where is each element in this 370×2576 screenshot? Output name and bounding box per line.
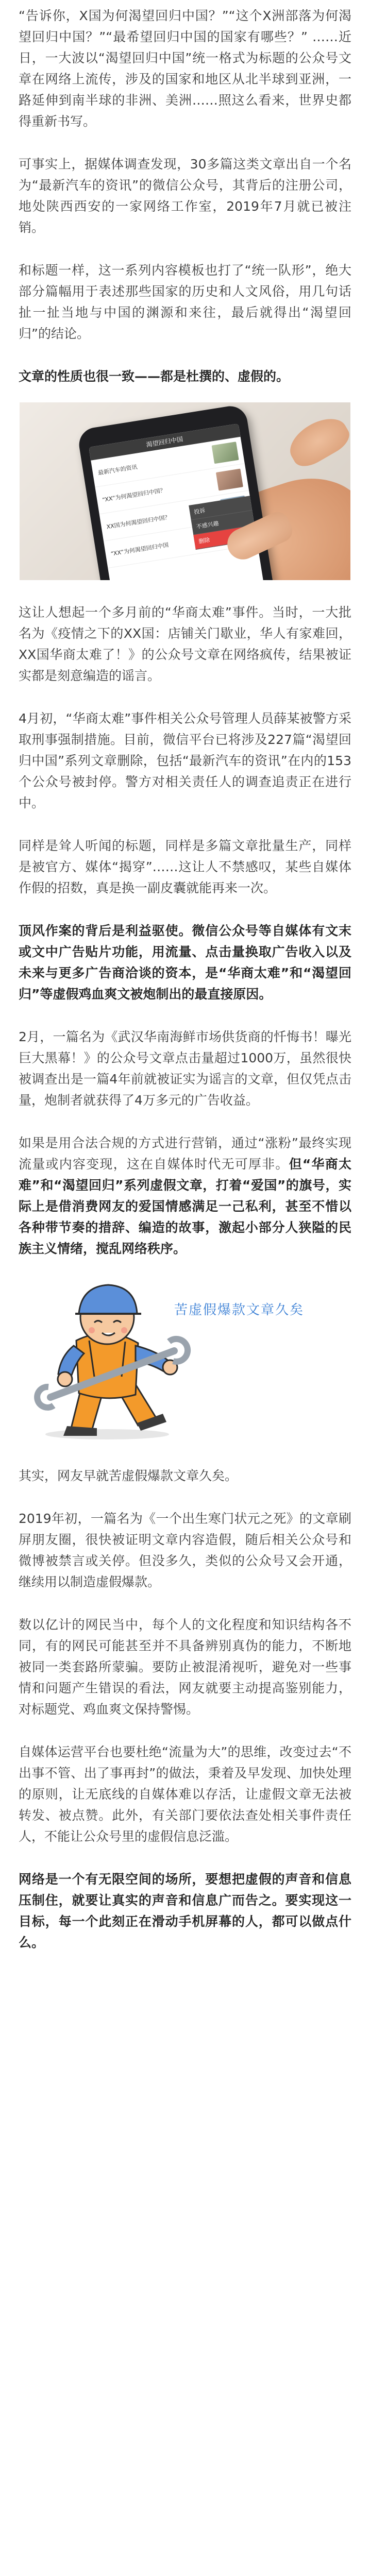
list-item: “XX”为何渴望回归中国？ [95, 464, 249, 514]
cartoon-illustration [20, 1274, 350, 1444]
phone-photo [20, 402, 350, 580]
paragraph-police-action: 4月初，“华商太难”事件相关公众号管理人员薛某被警方采取刑事强制措施。目前，微信平台已将涉及227篇“渴望回归中国”系列文章删除，包括“最新汽车的资讯”在内的153个公众号被封停。警方对相关责任人的调查追责正在进行中。 [19, 711, 351, 810]
paragraph-profit-motive: 顶风作案的背后是利益驱使。微信公众号等自媒体有文末或文中广告贴片功能，用流量、点击量换取广告收入以及未来与更多广告商洽谈的资本，是“华商太难”和“渴望回归”等虚假鸡血爽文被炮制出的最直接原因。 [19, 923, 351, 1002]
cartoon-caption: 苦虚假爆款文章久矣 [174, 1302, 305, 1318]
paragraph-netizen-literacy: 数以亿计的网民当中，每个人的文化程度和知识结构各不同，有的网民可能甚至并不具备辨别真伪的能力，不断地被同一类套路所蒙骗。要防止被混淆视听，避免对一些事情和问题产生错误的看法，网友就要主动提高鉴别能力，对标题党、鸡血爽文保持警惕。 [19, 1617, 351, 1717]
paragraph-patriotism-abuse: 但“华商太难”和“渴望回归”系列虚假文章，打着“爱国”的旗号，实际上是借消费网友的爱国情感满足一己私利，甚至不惜以各种带节奏的措辞、编造的故事，激起小部分人狭隘的民族主义情绪，搅乱网络秩序。 [19, 1157, 351, 1256]
paragraph-same-tricks: 同样是耸人听闻的标题，同样是多篇文章批量生产，同样是被官方、媒体“揭穿”……这让人不禁感叹，某些自媒体作假的招数，真是换一副皮囊就能再来一次。 [19, 838, 351, 895]
menu-item: 不感兴趣 [191, 511, 255, 535]
paragraph-investigation: 可事实上，据媒体调查发现，30多篇这类文章出自一个名为“最新汽车的资讯”的微信公众号，其背后的注册公司，地处陕西西安的一家网络工作室，2019年7月就已被注销。 [19, 157, 351, 235]
paragraph-legal-marketing: 如果是用合法合规的方式进行营销，通过“涨粉”最终实现流量或内容变现，这在自媒体时代无可厚非。但“华商太难”和“渴望回归”系列虚假文章，打着“爱国”的旗号，实际上是借消费网友的爱国情感满足一己私利，甚至不惜以各种带节奏的措辞、编造的故事，激起小部分人狭隘的民族主义情绪，搅乱网络秩序。 [19, 1136, 351, 1256]
paragraph-2019-example: 2019年初，一篇名为《一个出生寒门状元之死》的文章刷屏朋友圈，很快被证明文章内容造假，随后相关公众号和微博被禁言或关停。但没多久，类似的公众号又会开通，继续用以制造虚假爆款。 [19, 1511, 351, 1589]
phone-screen-header: 渴望回归中国 [89, 423, 240, 461]
paragraph-intro: “告诉你，X国为何渴望回归中国？”“这个X洲部落为何渴望回归中国？”“最希望回归中国的国家有哪些？” ……近日，一大波以“渴望回归中国”统一格式为标题的公众号文章在网络上流传，涉及的国家和地区从北半球到亚洲，一路延伸到南半球的非洲、美洲……照这么看来，世界史都得重新书写。 [19, 8, 351, 129]
list-item: 最新汽车的资讯 [91, 437, 245, 487]
paragraph-platform-duty: 自媒体运营平台也要杜绝“流量为大”的思维，改变过去“不出事不管、出了事再封”的做法，秉着及早发现、加快处理的原则，让无底线的自媒体难以存活，让虚假文章无法被转发、被点赞。此外，有关部门要依法查处相关事件责任人，不能让公众号里的虚假信息泛滥。 [19, 1744, 351, 1844]
paragraph-template: 和标题一样，这一系列内容模板也打了“统一队形”，绝大部分篇幅用于表述那些国家的历史和人文风俗，用几句话扯一扯当地与中国的渊源和来往，最后就得出“渴望回归”的结论。 [19, 263, 351, 341]
thumb-shape [283, 410, 350, 472]
menu-item-delete: 删除 [193, 526, 257, 550]
paragraph-netizens-tired: 其实，网友早就苦虚假爆款文章久矣。 [19, 1468, 238, 1483]
paragraph-huashang-event: 这让人想起一个多月前的“华商太难”事件。当时，一大批名为《疫情之下的XX国：店铺关门歇业，华人有家难回，XX国华商太难了！》的公众号文章在网络疯传，结果被证实都是刻意编造的谣言。 [19, 605, 351, 683]
menu-item: 投诉 [189, 496, 252, 520]
thumbnail-image [212, 442, 239, 464]
thumbnail-image [216, 469, 243, 491]
paragraph-nature-headline: 文章的性质也很一致——都是杜撰的、虚假的。 [19, 369, 290, 384]
list-item: “XX”为何渴望回归中国 [104, 518, 258, 568]
paragraph-wuhan-example: 2月，一篇名为《武汉华南海鲜市场供货商的忏悔书！曝光巨大黑幕！》的公众号文章点击量超过1000万，虽然很快被调查出是一篇4年前就被证实为谣言的文章，但仅凭点击量，炮制者就获得了4万多元的广告收益。 [19, 1029, 351, 1108]
paragraph-conclusion: 网络是一个有无限空间的场所，要想把虚假的声音和信息压制住，就要让真实的声音和信息广而告之。要实现这一目标，每一个此刻正在滑动手机屏幕的人，都可以做点什么。 [19, 1872, 351, 1950]
list-item: XX国为何渴望回归中国？ [99, 490, 254, 541]
